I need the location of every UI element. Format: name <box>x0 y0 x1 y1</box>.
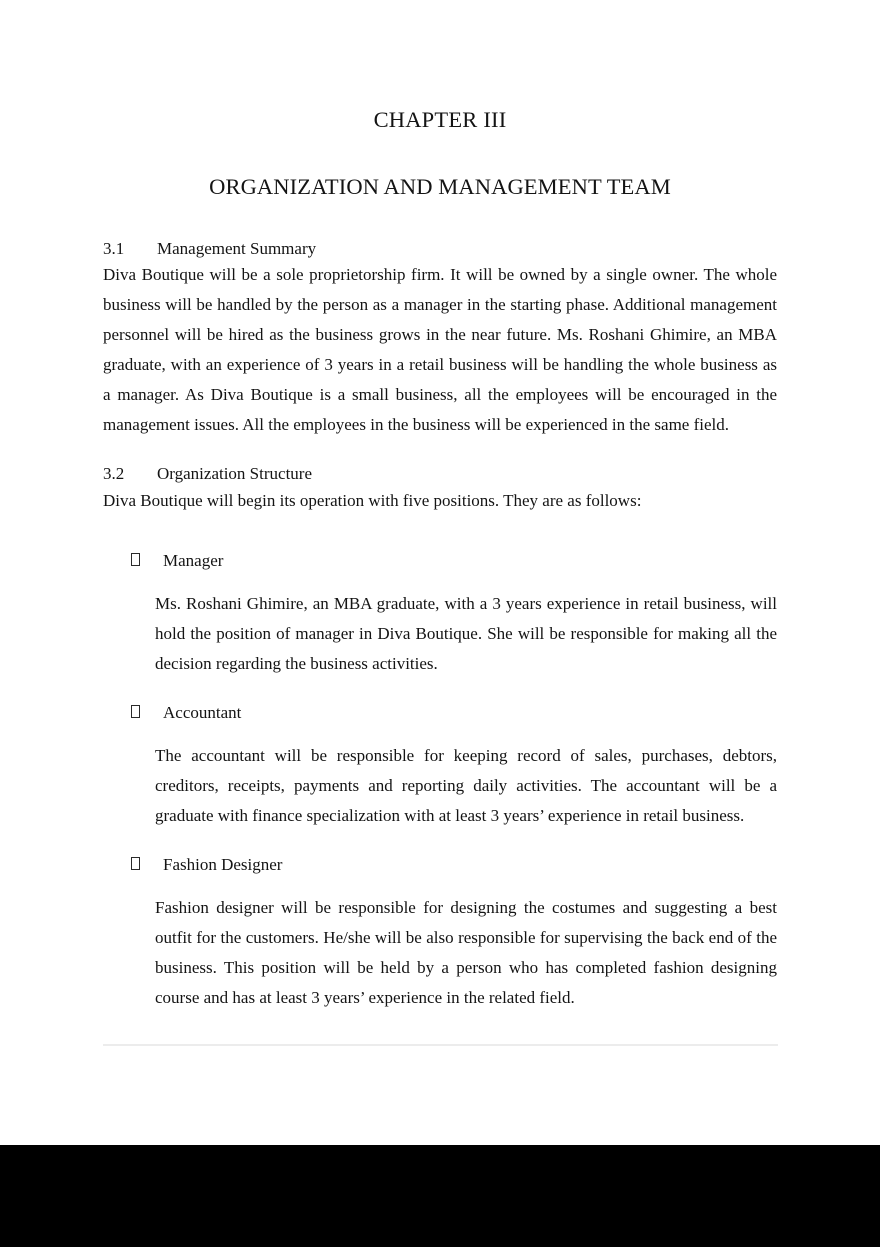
role-label-manager: Manager <box>163 551 224 571</box>
role-heading-fashion-designer <box>103 854 777 876</box>
role-label-accountant: Accountant <box>163 703 242 723</box>
chapter-heading: CHAPTER III <box>373 107 507 132</box>
list-item <box>103 854 777 1013</box>
section-heading-3-2 <box>103 440 777 486</box>
missing-glyph-box-icon <box>131 857 140 870</box>
section-title-3-1: Management Summary <box>157 238 317 258</box>
missing-glyph-box-icon <box>131 705 140 718</box>
list-item <box>103 702 777 831</box>
role-heading-accountant <box>103 702 777 724</box>
section-title-3-2: Organization Structure <box>157 464 313 484</box>
section-paragraph-3-2: Diva Boutique will begin its operation with five positions. They are as follows: <box>103 491 642 511</box>
section-number-3-1: 3.1 <box>103 238 125 258</box>
bottom-black-band <box>0 1145 880 1247</box>
role-heading-manager <box>103 550 777 572</box>
page-content <box>103 0 777 1030</box>
role-label-fashion-designer: Fashion Designer <box>163 855 283 875</box>
role-description-manager: Ms. Roshani Ghimire, an MBA graduate, with a 3 years experience in retail business, will hold the position of manager in Diva Boutique. She will be responsible for making all the decision regarding the business activities. <box>155 594 777 674</box>
role-description-fashion-designer: Fashion designer will be responsible for designing the costumes and suggesting a best outfit for the customers. He/she will be also responsible for supervising the back end of the business. This position will be held by a person who has completed fashion designing course and has at least 3 years’ experience in the related field. <box>155 898 777 1008</box>
page-footer-divider <box>103 1044 778 1046</box>
organization-role-list <box>103 550 777 1013</box>
section-heading-3-1 <box>103 200 777 261</box>
missing-glyph-box-icon <box>131 553 140 566</box>
list-item <box>103 550 777 679</box>
section-paragraph-3-1: Diva Boutique will be a sole proprietorship firm. It will be owned by a single owner. The whole business will be handled by the person as a manager in the starting phase. Additional management personnel will be hired as the business grows in the near future. Ms. Roshani Ghimire, an MBA graduate, with an experience of 3 years in a retail business will be handling the whole business as a manager. As Diva Boutique is a small business, all the employees will be encouraged in the management issues. All the employees in the business will be experienced in the same field. <box>103 265 777 435</box>
page-title: ORGANIZATION AND MANAGEMENT TEAM <box>209 173 671 199</box>
section-number-3-2: 3.2 <box>103 464 125 484</box>
role-description-accountant: The accountant will be responsible for keeping record of sales, purchases, debtors, creditors, receipts, payments and reporting daily activities. The accountant will be a graduate with finance specialization with at least 3 years’ experience in retail business. <box>155 746 777 826</box>
